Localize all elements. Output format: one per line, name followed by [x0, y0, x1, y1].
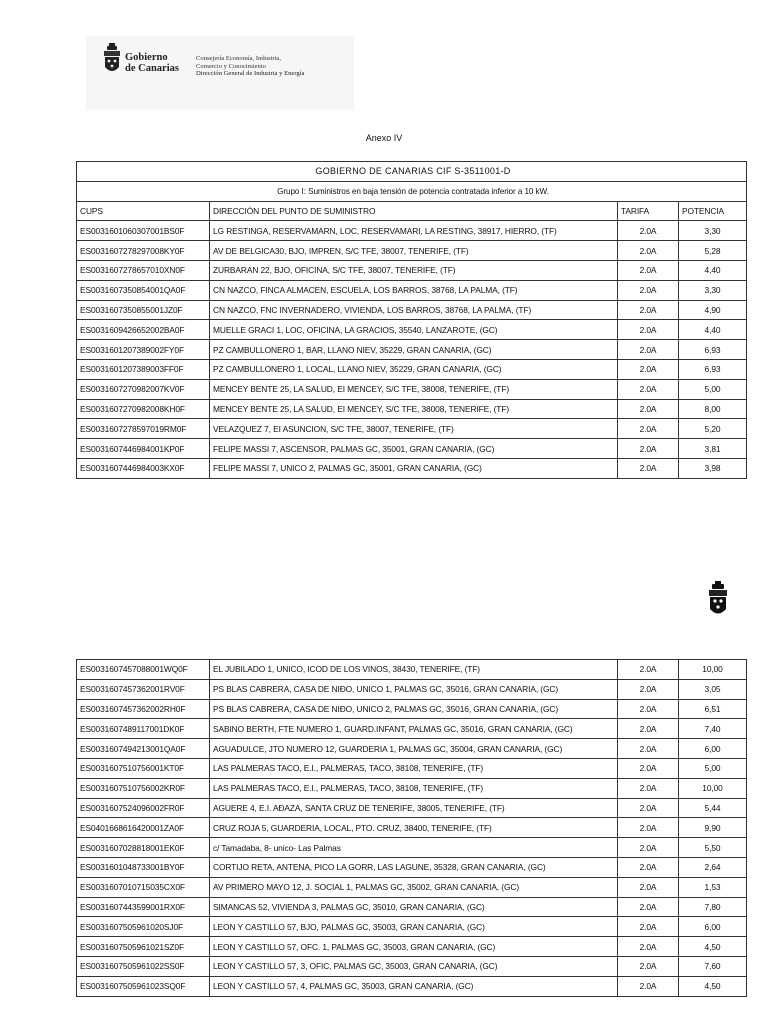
cell-cups: ES0031607505961022SS0F [77, 956, 210, 976]
coat-of-arms-icon [707, 581, 729, 619]
cell-tarifa: 2.0A [618, 857, 679, 877]
cell-tarifa: 2.0A [618, 280, 679, 300]
cell-potencia: 10,00 [679, 660, 747, 680]
table-row [77, 241, 747, 261]
cell-cups: ES0031607010715035CX0F [77, 877, 210, 897]
cell-direccion: CRUZ ROJA 5, GUARDERIA, LOCAL, PTO. CRUZ, 38400, TENERIFE, (TF) [210, 818, 618, 838]
cell-cups: ES0031607028818001EK0F [77, 838, 210, 858]
cell-potencia: 10,00 [679, 778, 747, 798]
cell-tarifa: 2.0A [618, 399, 679, 419]
cell-direccion: PZ CAMBULLONERO 1, BAR, LLANO NIEV, 35229, GRAN CANARIA, (GC) [210, 340, 618, 360]
cell-cups: ES0031607505961023SQ0F [77, 976, 210, 996]
cell-tarifa: 2.0A [618, 739, 679, 759]
cell-potencia: 3,98 [679, 458, 747, 478]
supply-table-continued [76, 659, 747, 997]
cell-direccion: AGUADULCE, JTO NUMERO 12, GUARDERIA 1, PALMAS GC, 35004, GRAN CANARIA, (GC) [210, 739, 618, 759]
cell-cups: ES0031607270982008KH0F [77, 399, 210, 419]
table-row [77, 798, 747, 818]
cell-tarifa: 2.0A [618, 359, 679, 379]
cell-direccion: FELIPE MASSI 7, UNICO 2, PALMAS GC, 35001, GRAN CANARIA, (GC) [210, 458, 618, 478]
table-row [77, 956, 747, 976]
cell-cups: ES0031607446984001KP0F [77, 439, 210, 459]
table-row [77, 917, 747, 937]
cell-direccion: LAS PALMERAS TACO, E.I., PALMERAS, TACO, 38108, TENERIFE, (TF) [210, 778, 618, 798]
cell-direccion: AGUERE 4, E.I. AÐAZA, SANTA CRUZ DE TENERIFE, 38005, TENERIFE, (TF) [210, 798, 618, 818]
cell-potencia: 5,50 [679, 838, 747, 858]
cell-tarifa: 2.0A [618, 758, 679, 778]
table-row [77, 660, 747, 680]
cell-tarifa: 2.0A [618, 300, 679, 320]
cell-direccion: c/ Tamadaba, 8- unico- Las Palmas [210, 838, 618, 858]
cell-direccion: EL JUBILADO 1, UNICO, ICOD DE LOS VINOS, 38430, TENERIFE, (TF) [210, 660, 618, 680]
cell-potencia: 8,00 [679, 399, 747, 419]
table-row [77, 340, 747, 360]
cell-potencia: 5,44 [679, 798, 747, 818]
table-row [77, 838, 747, 858]
cell-tarifa: 2.0A [618, 838, 679, 858]
annex-title: Anexo IV [365, 133, 403, 143]
cell-tarifa: 2.0A [618, 679, 679, 699]
cell-tarifa: 2.0A [618, 458, 679, 478]
cell-direccion: PS BLAS CABRERA, CASA DE NIÐO, UNICO 1, PALMAS GC, 35016, GRAN CANARIA, (GC) [210, 679, 618, 699]
cell-potencia: 4,90 [679, 300, 747, 320]
table-row [77, 719, 747, 739]
cell-direccion: MENCEY BENTE 25, LA SALUD, EI MENCEY, S/C TFE, 38008, TENERIFE, (TF) [210, 399, 618, 419]
cell-tarifa: 2.0A [618, 956, 679, 976]
header-direccion: DIRECCIÓN DEL PUNTO DE SUMINISTRO [210, 201, 618, 221]
cell-potencia: 9,90 [679, 818, 747, 838]
cell-cups: ES0031607443599001RX0F [77, 897, 210, 917]
cell-direccion: LEON Y CASTILLO 57, 3, OFIC, PALMAS GC, 35003, GRAN CANARIA, (GC) [210, 956, 618, 976]
cell-tarifa: 2.0A [618, 221, 679, 241]
cell-direccion: CN NAZCO, FNC INVERNADERO, VIVIENDA, LOS BARROS, 38768, LA PALMA, (TF) [210, 300, 618, 320]
table-group-label: Grupo I: Suministros en baja tensión de potencia contratada inferior a 10 kW. [77, 181, 747, 201]
cell-tarifa: 2.0A [618, 778, 679, 798]
table-row [77, 439, 747, 459]
supply-table-group-1 [76, 161, 747, 479]
cell-tarifa: 2.0A [618, 937, 679, 957]
cell-tarifa: 2.0A [618, 976, 679, 996]
table-row [77, 679, 747, 699]
cell-potencia: 4,50 [679, 976, 747, 996]
cell-cups: ES0031607457362002RH0F [77, 699, 210, 719]
table-row [77, 897, 747, 917]
cell-direccion: AV PRIMERO MAYO 12, J. SOCIAL 1, PALMAS GC, 35002, GRAN CANARIA, (GC) [210, 877, 618, 897]
cell-tarifa: 2.0A [618, 379, 679, 399]
table-title-row [77, 162, 747, 182]
table-row [77, 739, 747, 759]
cell-potencia: 4,40 [679, 260, 747, 280]
cell-direccion: MUELLE GRACI 1, LOC, OFICINA, LA GRACIOS, 35540, LANZAROTE, (GC) [210, 320, 618, 340]
table-row [77, 877, 747, 897]
cell-direccion: SABINO BERTH, FTE NUMERO 1, GUARD.INFANT, PALMAS GC, 35016, GRAN CANARIA, (GC) [210, 719, 618, 739]
cell-direccion: PS BLAS CABRERA, CASA DE NIÐO, UNICO 2, PALMAS GC, 35016, GRAN CANARIA, (GC) [210, 699, 618, 719]
cell-potencia: 3,05 [679, 679, 747, 699]
cell-cups: ES0031607489117001DK0F [77, 719, 210, 739]
cell-tarifa: 2.0A [618, 340, 679, 360]
cell-cups: ES0031601060307001BS0F [77, 221, 210, 241]
cell-direccion: FELIPE MASSI 7, ASCENSOR, PALMAS GC, 35001, GRAN CANARIA, (GC) [210, 439, 618, 459]
cell-direccion: LG RESTINGA, RESERVAMARN, LOC, RESERVAMARI, LA RESTING, 38917, HIERRO, (TF) [210, 221, 618, 241]
cell-cups: ES0031607457088001WQ0F [77, 660, 210, 680]
brand-line-2: de Canarias [125, 63, 179, 74]
cell-tarifa: 2.0A [618, 798, 679, 818]
table-row [77, 320, 747, 340]
table-row [77, 857, 747, 877]
cell-potencia: 1,53 [679, 877, 747, 897]
table-title: GOBIERNO DE CANARIAS CIF S-3511001-D [77, 162, 747, 182]
cell-direccion: SIMANCAS 52, VIVIENDA 3, PALMAS GC, 35010, GRAN CANARIA, (GC) [210, 897, 618, 917]
cell-potencia: 6,00 [679, 917, 747, 937]
cell-direccion: LEON Y CASTILLO 57, 4, PALMAS GC, 35003, GRAN CANARIA, (GC) [210, 976, 618, 996]
cell-cups: ES0031607446984003KX0F [77, 458, 210, 478]
cell-cups: ES0031607524096002FR0F [77, 798, 210, 818]
cell-direccion: AV DE BELGICA30, BJO, IMPREN, S/C TFE, 38007, TENERIFE, (TF) [210, 241, 618, 261]
cell-potencia: 5,00 [679, 758, 747, 778]
cell-cups: ES0031607505961020SJ0F [77, 917, 210, 937]
cell-potencia: 6,00 [679, 739, 747, 759]
cell-tarifa: 2.0A [618, 320, 679, 340]
cell-cups: ES0031601207389003FF0F [77, 359, 210, 379]
table-row [77, 699, 747, 719]
dept-line-2: Comercio y Conocimiento [196, 62, 266, 70]
cell-tarifa: 2.0A [618, 917, 679, 937]
cell-direccion: PZ CAMBULLONERO 1, LOCAL, LLANO NIEV, 35229, GRAN CANARIA, (GC) [210, 359, 618, 379]
header-potencia: POTENCIA [679, 201, 747, 221]
cell-cups: ES0031601207389002FY0F [77, 340, 210, 360]
cell-cups: ES0031607278597019RM0F [77, 419, 210, 439]
cell-tarifa: 2.0A [618, 260, 679, 280]
cell-potencia: 6,51 [679, 699, 747, 719]
table-group-row [77, 181, 747, 201]
cell-potencia: 6,93 [679, 340, 747, 360]
dept-line-3: Dirección General de Industria y Energía [196, 70, 305, 78]
cell-cups: ES0031607278657010XN0F [77, 260, 210, 280]
cell-tarifa: 2.0A [618, 419, 679, 439]
cell-tarifa: 2.0A [618, 818, 679, 838]
cell-potencia: 2,64 [679, 857, 747, 877]
cell-potencia: 5,28 [679, 241, 747, 261]
dept-line-1: Consejería Economía, Industria, [196, 55, 281, 62]
cell-direccion: LAS PALMERAS TACO, E.I., PALMERAS, TACO, 38108, TENERIFE, (TF) [210, 758, 618, 778]
header-tarifa: TARIFA [618, 201, 679, 221]
cell-cups: ES0031607350854001QA0F [77, 280, 210, 300]
cell-direccion: CORTIJO RETA, ANTENA, PICO LA GORR, LAS LAGUNE, 35328, GRAN CANARIA, (GC) [210, 857, 618, 877]
header-cups: CUPS [77, 201, 210, 221]
cell-cups: ES0031607270982007KV0F [77, 379, 210, 399]
table-row [77, 379, 747, 399]
cell-potencia: 4,40 [679, 320, 747, 340]
table-row [77, 419, 747, 439]
cell-tarifa: 2.0A [618, 877, 679, 897]
table-row [77, 818, 747, 838]
table-row [77, 359, 747, 379]
cell-potencia: 4,50 [679, 937, 747, 957]
cell-tarifa: 2.0A [618, 719, 679, 739]
cell-potencia: 7,40 [679, 719, 747, 739]
table-row [77, 260, 747, 280]
letterhead-department [196, 55, 304, 78]
table-row [77, 280, 747, 300]
cell-cups: ES0031607505961021SZ0F [77, 937, 210, 957]
cell-direccion: LEON Y CASTILLO 57, OFC. 1, PALMAS GC, 35003, GRAN CANARIA, (GC) [210, 937, 618, 957]
cell-direccion: CN NAZCO, FINCA ALMACEN, ESCUELA, LOS BARROS, 38768, LA PALMA, (TF) [210, 280, 618, 300]
table-row [77, 758, 747, 778]
cell-potencia: 3,30 [679, 280, 747, 300]
table-row [77, 458, 747, 478]
cell-direccion: LEON Y CASTILLO 57, BJO, PALMAS GC, 35003, GRAN CANARIA, (GC) [210, 917, 618, 937]
cell-cups: ES0031607510756002KR0F [77, 778, 210, 798]
cell-cups: ES0401668616420001ZA0F [77, 818, 210, 838]
cell-tarifa: 2.0A [618, 660, 679, 680]
brand-line-1: Gobierno [125, 52, 168, 63]
cell-potencia: 7,60 [679, 956, 747, 976]
cell-cups: ES0031607278297008KY0F [77, 241, 210, 261]
table-row [77, 399, 747, 419]
cell-cups: ES0031609426652002BA0F [77, 320, 210, 340]
cell-direccion: ZURBARAN 22, BJO, OFICINA, S/C TFE, 38007, TENERIFE, (TF) [210, 260, 618, 280]
table-header-row [77, 201, 747, 221]
table-row [77, 937, 747, 957]
cell-potencia: 7,80 [679, 897, 747, 917]
cell-potencia: 3,30 [679, 221, 747, 241]
cell-tarifa: 2.0A [618, 897, 679, 917]
cell-potencia: 5,00 [679, 379, 747, 399]
cell-potencia: 6,93 [679, 359, 747, 379]
cell-tarifa: 2.0A [618, 699, 679, 719]
cell-cups: ES0031607510756001KT0F [77, 758, 210, 778]
cell-tarifa: 2.0A [618, 241, 679, 261]
table-row [77, 300, 747, 320]
cell-direccion: MENCEY BENTE 25, LA SALUD, EI MENCEY, S/C TFE, 38008, TENERIFE, (TF) [210, 379, 618, 399]
table-row [77, 778, 747, 798]
cell-cups: ES0031607457362001RV0F [77, 679, 210, 699]
cell-potencia: 5,20 [679, 419, 747, 439]
letterhead-brand [125, 52, 179, 74]
cell-cups: ES0031607350855001JZ0F [77, 300, 210, 320]
cell-cups: ES0031607494213001QA0F [77, 739, 210, 759]
cell-cups: ES0031601048733001BY0F [77, 857, 210, 877]
cell-potencia: 3,81 [679, 439, 747, 459]
table-row [77, 221, 747, 241]
table-row [77, 976, 747, 996]
cell-direccion: VELAZQUEZ 7, EI ASUNCION, S/C TFE, 38007, TENERIFE, (TF) [210, 419, 618, 439]
cell-tarifa: 2.0A [618, 439, 679, 459]
coat-of-arms-icon [102, 42, 122, 76]
